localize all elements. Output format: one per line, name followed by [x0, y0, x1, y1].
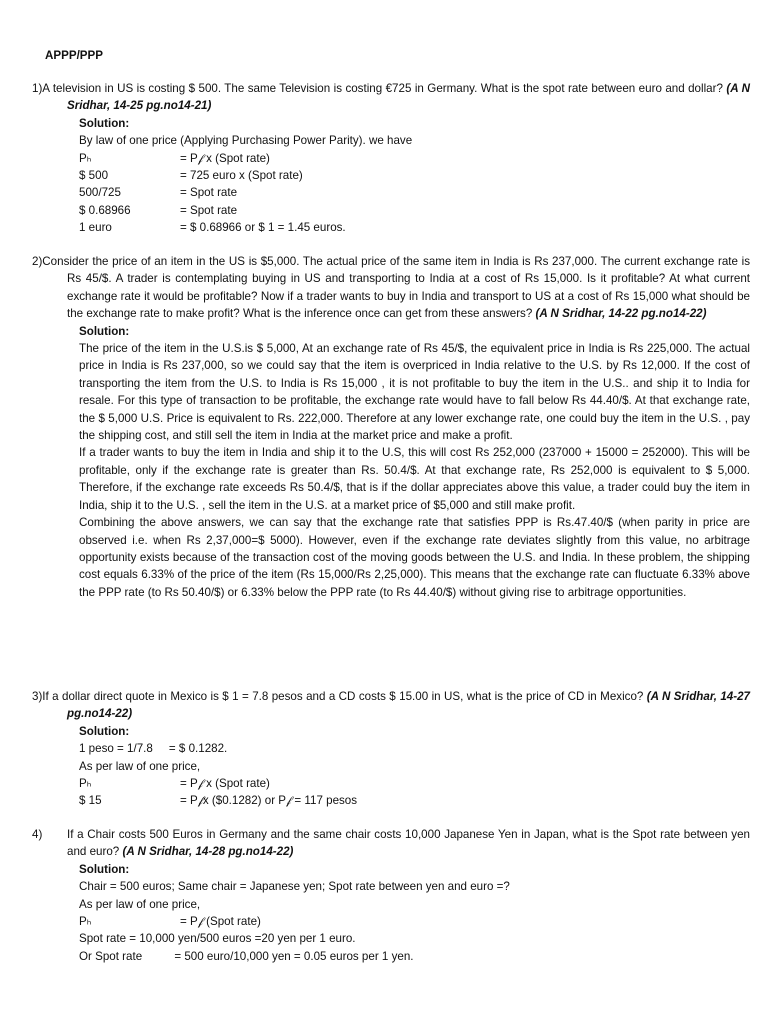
citation: (A N Sridhar, 14-28 pg.no14-22) — [122, 845, 294, 859]
solution-line: Or Spot rate = 500 euro/10,000 yen = 0.05 euros per 1 yen. — [79, 949, 414, 963]
eq-left: 1 euro — [79, 221, 112, 235]
equation-row — [79, 150, 750, 167]
equation-row — [79, 913, 750, 930]
question-4 — [32, 826, 750, 965]
question-number: 4) — [32, 828, 43, 841]
equation-row — [79, 167, 750, 184]
question-1-text: 1)A television in US is costing $ 500. The same Television is costing €725 in Germany. What is the spot rate between euro and dollar? — [32, 82, 723, 95]
equation-row — [79, 202, 750, 219]
solution-label: Solution: — [79, 724, 130, 738]
solution-line: As per law of one price, — [79, 897, 201, 911]
solution-label: Solution: — [79, 116, 130, 130]
solution-label: Solution: — [79, 862, 130, 876]
eq-left: Pₕ — [79, 777, 92, 791]
question-3 — [32, 688, 750, 810]
equation-row — [79, 792, 750, 809]
question-2-text: 2)Consider the price of an item in the US is $5,000. The actual price of the same item in India is Rs 237,000. The current exchange rate is Rs 45/$. A trader is contemplating buying in US and transporting to India at a cost of Rs 15,000. Is it profitable? At what current exchange rate it would be profitable? Now if a trader wants to buy in India and transport to US at a cost of Rs 15,000 what should be the exchange rate to make profit? What is the inference once can get from these answers? — [32, 255, 750, 321]
eq-right: = P𝒻x ($0.1282) or P𝒻 = 117 pesos — [180, 794, 358, 808]
solution-line: As per law of one price, — [79, 759, 201, 773]
question-text — [32, 80, 750, 115]
question-text — [32, 826, 750, 861]
solution-line: 1 peso = 1/7.8 = $ 0.1282. — [79, 742, 228, 756]
solution-paragraph-3: Combining the above answers, we can say that the exchange rate that satisfies PPP is Rs.47.40/$ (when parity in price are observed i.e. when Rs 2,37,000=$ 5000). However, even if the exchange rate deviates slightly from this value, no arbitrage opportunity exists because of the transaction cost of the moving goods between the U.S. and India. In these problem, the shipping cost equals 6.33% of the price of the item (Rs 15,000/Rs 2,25,000). This means that the exchange rate can fluctuate 6.33% above the PPP rate (to Rs 50.40/$) or 6.33% below the PPP rate (to Rs 44.40/$) without giving rise to arbitrage opportunities. — [79, 516, 750, 599]
eq-right: = $ 0.68966 or $ 1 = 1.45 euros. — [180, 221, 346, 235]
eq-left: 500/725 — [79, 186, 121, 200]
solution-label: Solution: — [79, 324, 130, 338]
eq-right: = P𝒻 (Spot rate) — [180, 915, 261, 929]
eq-right: = P𝒻 x (Spot rate) — [180, 151, 270, 165]
question-3-text: 3)If a dollar direct quote in Mexico is $ 1 = 7.8 pesos and a CD costs $ 15.00 in US, what is the price of CD in Mexico? — [32, 690, 644, 703]
eq-right: = 725 euro x (Spot rate) — [180, 169, 303, 183]
question-1 — [32, 80, 750, 237]
solution-paragraph-1: The price of the item in the U.S.is $ 5,000, At an exchange rate of Rs 45/$, the equivalent price in India is Rs 225,000. The actual price in India is Rs 237,000, so we could say that the item is overpriced in India relative to the U.S. by Rs 12,000. If the cost of transporting the item from the U.S. to India is Rs 15,000 , it is not profitable to buy the item in the U.S.. and ship it to India for resale. For this type of transaction to be profitable, the exchange rate would have to fall below Rs 44.40/$. At that exchange rate, the $ 5,000 U.S. Price is equivalent to Rs. 222,000. Therefore at any lower exchange rate, one could buy the item in the U.S. , pay the shipping cost, and still sell the item in India at the market price and make a profit. — [79, 342, 750, 443]
citation: (A N Sridhar, 14-27 pg.no14-22) — [67, 690, 750, 721]
equation-row — [79, 219, 750, 236]
document-title: APPP/PPP — [45, 49, 103, 62]
eq-left: Pₕ — [79, 915, 92, 929]
citation: (A N Sridhar, 14-25 pg.no14-21) — [67, 82, 750, 113]
question-text — [32, 688, 750, 723]
eq-left: $ 15 — [79, 794, 102, 808]
eq-right: = Spot rate — [180, 186, 238, 200]
question-2 — [32, 253, 750, 601]
solution-paragraph-2: If a trader wants to buy the item in India and ship it to the U.S, this will cost Rs 252,000 (237000 + 15000 = 252000). This will be profitable, only if the exchange rate is greater than Rs. 50.4/$. At that exchange rate, Rs 252,000 is equivalent to $ 5,000. Therefore, if the exchange rate exceeds Rs 50.4/$, that is if the dollar appreciates above this value, a trader could buy the item in India, ship it to the U.S. , sell the item in the U.S. at a market price of $5,000 and still make profit. — [79, 446, 750, 512]
eq-right: = Spot rate — [180, 203, 238, 217]
solution-line: Chair = 500 euros; Same chair = Japanese yen; Spot rate between yen and euro =? — [79, 880, 510, 894]
solution-line: Spot rate = 10,000 yen/500 euros =20 yen per 1 euro. — [79, 932, 356, 946]
citation: (A N Sridhar, 14-22 pg.no14-22) — [535, 307, 707, 321]
solution-intro: By law of one price (Applying Purchasing Power Parity). we have — [79, 134, 413, 148]
eq-left: $ 500 — [79, 169, 109, 183]
eq-left: Pₕ — [79, 151, 92, 165]
question-text — [32, 253, 750, 323]
equation-row — [79, 184, 750, 201]
eq-right: = P𝒻 x (Spot rate) — [180, 777, 270, 791]
equation-row — [79, 775, 750, 792]
question-4-text: If a Chair costs 500 Euros in Germany and the same chair costs 10,000 Japanese Yen in Japan, what is the Spot rate between yen and euro? — [67, 828, 750, 859]
eq-left: $ 0.68966 — [79, 203, 131, 217]
